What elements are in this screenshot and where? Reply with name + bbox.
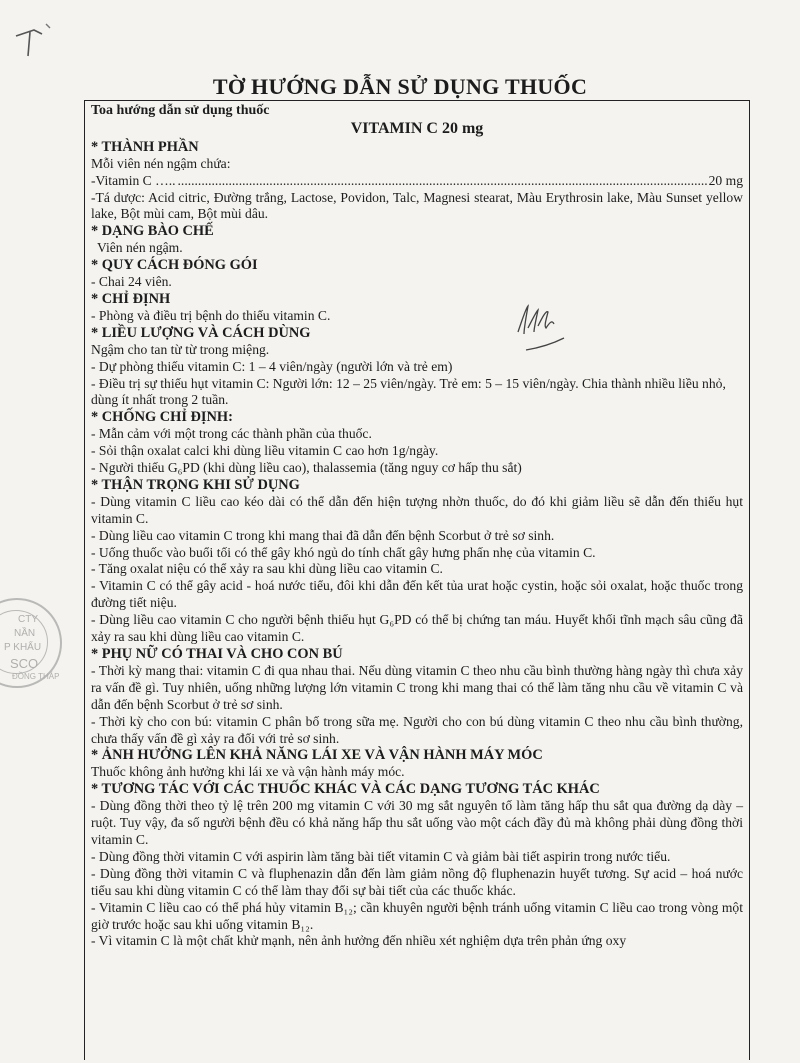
section-heading-driving: * ẢNH HƯỞNG LÊN KHẢ NĂNG LÁI XE VÀ VẬN HÀNH MÁY MÓC xyxy=(91,747,543,764)
precaution-line: - Tăng oxalat niệu có thể xảy ra sau khi dùng liều cao vitamin C. xyxy=(91,561,443,577)
excipients-text: -Tá dược: Acid citric, Đường trắng, Lactose, Povidon, Talc, Magnesi stearat, Màu Erythrosin lake, Màu Sunset yellow lake, Bột mùi cam, Bột mùi dâu. xyxy=(91,189,743,222)
stamp-text: P KHẨU xyxy=(4,642,42,653)
interaction-line: - Dùng đồng thời vitamin C với aspirin làm tăng bài tiết vitamin C và giảm bài tiết aspirin trong nước tiểu. xyxy=(91,848,671,864)
active-ingredient-row xyxy=(91,173,743,190)
contraindication-line: - Sỏi thận oxalat calci khi dùng liều vitamin C cao hơn 1g/ngày. xyxy=(91,443,439,459)
document-frame xyxy=(84,100,750,1060)
dosage-line: - Dự phòng thiếu vitamin C: 1 – 4 viên/ngày (người lớn và trẻ em) xyxy=(91,358,453,374)
corner-scribble xyxy=(12,18,52,68)
section-heading-dosage: * LIỀU LƯỢNG VÀ CÁCH DÙNG xyxy=(91,324,311,341)
dosage-line: - Điều trị sự thiếu hụt vitamin C: Người lớn: 12 – 25 viên/ngày. Trẻ em: 5 – 15 viên/ngày. Chia thành nhiều liều nhỏ, dùng ít nhất trong 2 tuần. xyxy=(91,375,726,408)
interaction-line: - Dùng đồng thời vitamin C và fluphenazin dẫn đến làm giảm nồng độ fluphenazin huyết tương. Sự acid – hoá nước tiểu sau khi dùng vitamin C có thể làm thay đổi sự bài tiết của các thuốc khác. xyxy=(91,865,743,898)
page-title: TỜ HƯỚNG DẪN SỬ DỤNG THUỐC xyxy=(212,74,588,99)
leaflet-label: Toa hướng dẫn sử dụng thuốc xyxy=(91,103,270,118)
precaution-line: - Dùng liều cao vitamin C cho người bệnh thiếu hụt G₆PD có thể bị chứng tan máu. Huyết khối tĩnh mạch sâu cũng đã xảy ra sau khi dùng liều cao vitamin C. xyxy=(91,612,743,645)
dosage-form-text: Viên nén ngậm. xyxy=(97,240,183,256)
pregnancy-line: - Thời kỳ cho con bú: vitamin C phân bố trong sữa mẹ. Người cho con bú dùng vitamin C theo nhu cầu bình thường, chưa thấy vấn đề gì xảy ra đối với trẻ sơ sinh. xyxy=(91,713,743,746)
stamp-text: ĐỒNG THÁP xyxy=(12,672,60,681)
stamp-text: SCO xyxy=(10,656,39,671)
active-ingredient-name: -Vitamin C ….. xyxy=(91,172,176,188)
section-heading-pregnancy: * PHỤ NỮ CÓ THAI VÀ CHO CON BÚ xyxy=(91,646,343,662)
section-heading-interactions: * TƯƠNG TÁC VỚI CÁC THUỐC KHÁC VÀ CÁC DẠNG TƯƠNG TÁC KHÁC xyxy=(91,781,600,798)
product-title: VITAMIN C 20 mg xyxy=(350,119,484,137)
section-heading-precautions: * THẬN TRỌNG KHI SỬ DỤNG xyxy=(91,476,300,493)
active-ingredient-amount: 20 mg xyxy=(708,172,743,188)
precaution-line: - Vitamin C có thể gây acid - hoá nước tiểu, đôi khi dẫn đến kết tủa urat hoặc cystin, hoặc sỏi oxalat, hoặc thuốc trong đường tiết niệu. xyxy=(91,578,743,611)
section-heading-indications: * CHỈ ĐỊNH xyxy=(91,290,171,307)
precaution-line: - Dùng vitamin C liều cao kéo dài có thể dẫn đến hiện tượng nhờn thuốc, do đó khi giảm liều sẽ dẫn đến thiếu hụt vitamin C. xyxy=(91,493,743,526)
packaging-text: - Chai 24 viên. xyxy=(91,274,172,290)
pregnancy-line: - Thời kỳ mang thai: vitamin C đi qua nhau thai. Nếu dùng vitamin C theo nhu cầu bình thường hàng ngày thì chưa xảy ra vấn đề gì. Tuy nhiên, uống những lượng lớn vitamin C trong khi mang thai có thể làm tăng nhu cầu về vitamin C và dẫn đến bệnh Scorbut ở trẻ sơ sinh. xyxy=(91,662,743,712)
company-stamp xyxy=(0,598,62,688)
interaction-line: - Dùng đồng thời theo tỷ lệ trên 200 mg vitamin C với 30 mg sắt nguyên tố làm tăng hấp thu sắt qua đường dạ dày – ruột. Tuy vậy, đa số người bệnh đều có khả năng hấp thu sắt uống vào một cách đầy đủ mà không phải dùng đồng thời vitamin C. xyxy=(91,798,743,847)
stamp-text: NẦN xyxy=(14,628,36,639)
indications-text: - Phòng và điều trị bệnh do thiếu vitamin C. xyxy=(91,307,331,323)
precaution-line: - Dùng liều cao vitamin C trong khi mang thai đã dẫn đến bệnh Scorbut ở trẻ sơ sinh. xyxy=(91,527,555,543)
section-heading-contraindications: * CHỐNG CHỈ ĐỊNH: xyxy=(91,409,233,426)
interaction-line: - Vì vitamin C là một chất khử mạnh, nên ảnh hưởng đến nhiều xét nghiệm dựa trên phản ứng oxy xyxy=(91,933,627,949)
dosage-line: Ngậm cho tan từ từ trong miệng. xyxy=(91,341,270,357)
contraindication-line: - Người thiếu G₆PD (khi dùng liều cao), thalassemia (tăng nguy cơ hấp thu sắt) xyxy=(91,460,522,476)
dot-leader xyxy=(178,173,707,190)
composition-intro: Mỗi viên nén ngậm chứa: xyxy=(91,155,231,171)
contraindication-line: - Mẫn cảm với một trong các thành phần của thuốc. xyxy=(91,426,372,442)
interaction-line: - Vitamin C liều cao có thể phá hủy vitamin B₁₂; cần khuyên người bệnh tránh uống vitamin C liều cao trong vòng một giờ trước hoặc sau khi uống vitamin B₁₂. xyxy=(91,899,743,932)
precaution-line: - Uống thuốc vào buổi tối có thể gây khó ngủ do tính chất gây hưng phấn nhẹ của vitamin C. xyxy=(91,544,596,560)
section-heading-packaging: * QUY CÁCH ĐÓNG GÓI xyxy=(91,257,258,274)
driving-text: Thuốc không ảnh hưởng khi lái xe và vận hành máy móc. xyxy=(91,764,405,780)
section-heading-composition: * THÀNH PHẦN xyxy=(91,138,199,155)
handwritten-initials xyxy=(512,298,582,358)
stamp-text: CTY xyxy=(18,614,38,625)
section-heading-dosage-form: * DẠNG BÀO CHẾ xyxy=(91,223,214,240)
